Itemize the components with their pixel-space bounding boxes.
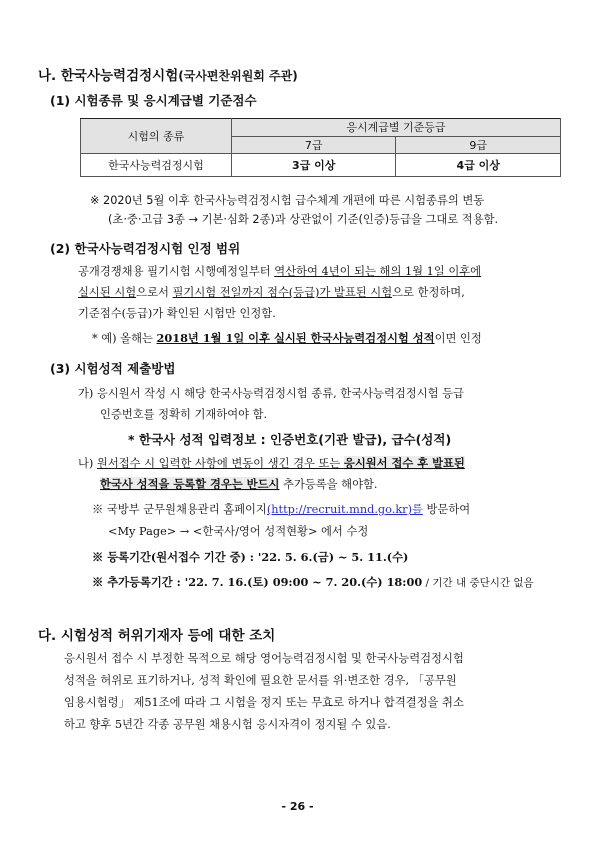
sub2-example [92, 330, 482, 346]
sub2-p2-c: 필기시험 전일까지 점수(등급)가 발표된 시험 [172, 286, 393, 299]
table-header-type: 시험의 종류 [81, 119, 232, 154]
subsection-1-title: (1) 시험종류 및 응시계급별 기준점수 [50, 93, 257, 108]
table-cell-7: 3급 이상 [232, 154, 396, 177]
sub3-na-b: 원서접수 시 입력한 사항에 변동이 생긴 경우 또는 [96, 457, 344, 470]
sub3-reg-label: ※ 등록기간(원서접수 기간 중) : [92, 550, 258, 564]
sub2-para-line3: 기준점수(등급)가 확인된 시험만 인정함. [78, 307, 276, 320]
sub2-p2-a: 실시된 시험 [78, 286, 137, 299]
sub3-reg-value: '22. 5. 6.(금) ~ 5. 11.(수) [257, 550, 409, 564]
sub3-homepage-line [92, 501, 470, 517]
sub2-p2-b: 으로서 [136, 286, 173, 299]
sub3-hp-a: ※ 국방부 군무원채용관리 홈페이지 [92, 503, 267, 516]
sub3-na-a: 나) [78, 457, 97, 470]
section-da-line3: 임용시험령」 제51조에 따라 그 시험을 정지 또는 무효로 하거나 합격결정을 취소 [64, 696, 464, 709]
table-cell-9: 4급 이상 [396, 154, 561, 177]
sub3-add-value: '22. 7. 16.(토) 09:00 ~ 7. 20.(수) 18:00 [184, 575, 423, 589]
sub2-ex-b: 2018년 1월 1일 이후 실시된 한국사능력검정시험 성적 [156, 331, 435, 345]
sub2-p1-b: 역산하여 4년이 되는 해의 1월 1일 이후에 [274, 265, 482, 278]
table-row-name: 한국사능력검정시험 [81, 154, 232, 177]
sub3-na-line2 [100, 476, 378, 492]
sub3-mypage-line: <My Page> → <한국사/영어 성적현황> 에서 수정 [108, 525, 369, 538]
sub2-p2-d: 으로 한정하며, [392, 286, 465, 299]
table-header-group: 응시계급별 기준등급 [232, 119, 561, 137]
sub3-info: * 한국사 성적 입력정보 : 인증번호(기관 발급), 급수(성적) [128, 432, 452, 447]
table-header-7: 7급 [232, 136, 396, 154]
sub3-ga-line2: 인증번호를 정확히 기재하여야 함. [100, 408, 268, 421]
section-da-line4: 하고 향후 5년간 각종 공무원 채용시험 응시자격이 정지될 수 있음. [64, 718, 391, 731]
note-1-line1: ※ 2020년 5월 이후 한국사능력검정시험 급수체계 개편에 따른 시험종류의 변동 [90, 194, 485, 207]
sub3-na-d: 한국사 성적을 등록할 경우는 반드시 [100, 477, 280, 491]
sub2-para-line1 [78, 263, 481, 279]
sub3-add-period [92, 574, 534, 590]
section-heading-na [38, 64, 298, 84]
table-header-9: 9급 [396, 136, 561, 154]
sub2-p1-a: 공개경쟁채용 필기시험 시행예정일부터 [78, 265, 275, 278]
sub2-para-line2 [78, 284, 465, 300]
sub3-add-label: ※ 추가등록기간 : [92, 575, 185, 589]
sub2-ex-a: * 예) 올해는 [92, 332, 157, 345]
sub3-na-line1 [78, 455, 465, 471]
page-number: - 26 - [281, 800, 314, 813]
sub3-add-note: / 기간 내 중단시간 없음 [422, 577, 534, 589]
recruit-homepage-link[interactable]: (http://recruit.mnd.go.kr)를 [266, 503, 423, 516]
sub3-na-c: 응시원서 접수 후 발표된 [343, 456, 465, 470]
sub3-ga-line1: 가) 응시원서 작성 시 해당 한국사능력검정시험 종류, 한국사능력검정시험 등급 [78, 387, 464, 400]
section-heading-na-title: 나. 한국사능력검정시험 [38, 68, 179, 84]
sub2-ex-c: 이면 인정 [434, 332, 482, 345]
section-heading-da: 다. 시험성적 허위기재자 등에 대한 조치 [38, 628, 276, 644]
sub3-na-e: 추가등록을 해야함. [279, 478, 378, 491]
sub3-reg-period [92, 549, 408, 565]
score-table [80, 118, 561, 177]
subsection-2-title: (2) 한국사능력검정시험 인정 범위 [50, 241, 241, 256]
section-da-line2: 성적을 허위로 표기하거나, 성적 확인에 필요한 문서를 위·변조한 경우, 「공무원 [64, 674, 457, 687]
sub3-hp-b: 방문하여 [422, 503, 471, 516]
note-1-line2: (초·중·고급 3종 → 기본·심화 2종)과 상관없이 기준(인증)등급을 그대로 적용함. [108, 213, 499, 226]
section-heading-na-paren: (국사편찬위원회 주관) [178, 69, 298, 83]
section-da-line1: 응시원서 접수 시 부정한 목적으로 해당 영어능력검정시험 및 한국사능력검정시험 [64, 652, 464, 665]
subsection-3-title: (3) 시험성적 제출방법 [50, 361, 176, 376]
